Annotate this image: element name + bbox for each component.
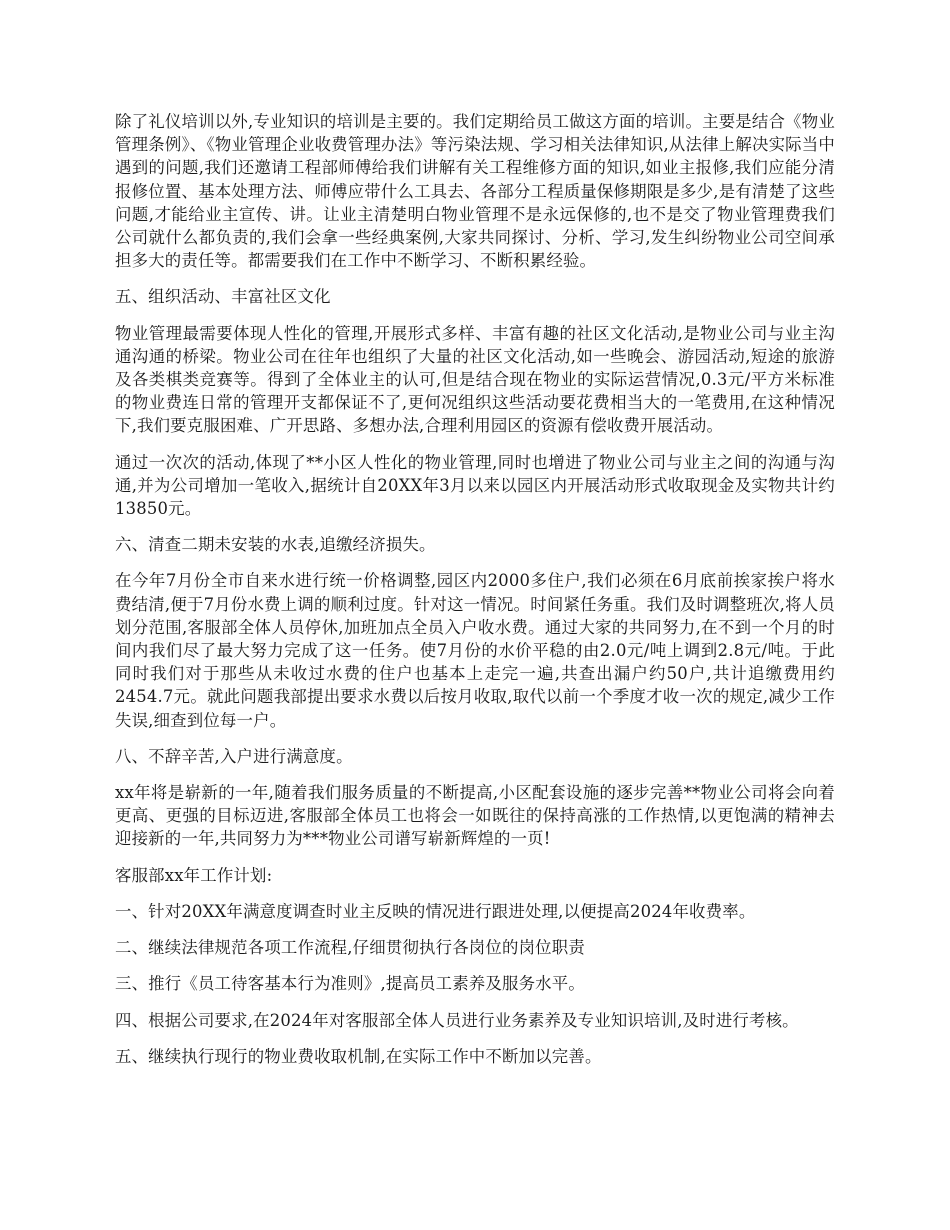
- paragraph-activities-result: 通过一次次的活动,体现了**小区人性化的物业管理,同时也增进了物业公司与业主之间的沟通与沟通,并为公司增加一笔收入,据统计自20XX年3月以来以园区内开展活动形式收取现金及实物共计约13850元。: [115, 452, 835, 519]
- plan-item-1: 一、针对20XX年满意度调查时业主反映的情况进行跟进处理,以便提高2024年收费率。: [115, 901, 756, 921]
- plan-item-5: 五、继续执行现行的物业费收取机制,在实际工作中不断加以完善。: [115, 1046, 602, 1066]
- paragraph-training: 除了礼仪培训以外,专业知识的培训是主要的。我们定期给员工做这方面的培训。主要是结合《物业管理条例》、《物业管理企业收费管理办法》等污染法规、学习相关法律知识,从法律上解决实际当中遇到的问题,我们还邀请工程部师傅给我们讲解有关工程维修方面的知识,如业主报修,我们应能分清报修位置、基本处理方法、师傅应带什么工具去、各部分工程质量保修期限是多少,是有清楚了这些问题,才能给业主宣传、讲。让业主清楚明白物业管理不是永远保修的,也不是交了物业管理费我们公司就什么都负责的,我们会拿一些经典案例,大家共同探讨、分析、学习,发生纠纷物业公司空间承担多大的责任等。都需要我们在工作中不断学习、不断积累经验。: [115, 112, 835, 271]
- heading-section-6: 六、清查二期未安装的水表,追缴经济损失。: [115, 535, 436, 555]
- paragraph-new-year: xx年将是崭新的一年,随着我们服务质量的不断提高,小区配套设施的逐步完善**物业公司将会向着更高、更强的目标迈进,客服部全体员工也将会一如既往的保持高涨的工作热情,以更饱满的精神去迎接新的一年,共同努力为***物业公司谱写崭新辉煌的一页!: [115, 783, 835, 849]
- heading-section-8: 八、不辞辛苦,入户进行满意度。: [115, 746, 353, 766]
- paragraph-water-fees: 在今年7月份全市自来水进行统一价格调整,园区内2000多住户,我们必须在6月底前挨家挨户将水费结清,便于7月份水费上调的顺利过度。针对这一情况。时间紧任务重。我们及时调整班次,将人员划分范围,客服部全体人员停休,加班加点全员入户收水费。通过大家的共同努力,在不到一个月的时间内我们尽了最大努力完成了这一任务。使7月份的水价平稳的由2.0元/吨上调到2.8元/吨。于此同时我们对于那些从未收过水费的住户也基本上走完一遍,共查出漏户约50户,共计追缴费用约2454.7元。就此问题我部提出要求水费以后按月收取,取代以前一个季度才收一次的规定,减少工作失误,细查到位每一户。: [115, 571, 835, 730]
- plan-item-4: 四、根据公司要求,在2024年对客服部全体人员进行业务素养及专业知识培训,及时进行考核。: [115, 1010, 799, 1030]
- plan-item-3: 三、推行《员工待客基本行为准则》,提高员工素养及服务水平。: [115, 974, 585, 994]
- paragraph-community-culture: 物业管理最需要体现人性化的管理,开展形式多样、丰富有趣的社区文化活动,是物业公司与业主沟通沟通的桥梁。物业公司在往年也组织了大量的社区文化活动,如一些晚会、游园活动,短途的旅游及各类棋类竞赛等。得到了全体业主的认可,但是结合现在物业的实际运营情况,0.3元/平方米标准的物业费连日常的管理开支都保证不了,更何况组织这些活动要花费相当大的一笔费用,在这种情况下,我们要克服困难、广开思路、多想办法,合理利用园区的资源有偿收费开展活动。: [115, 323, 835, 436]
- heading-work-plan: 客服部xx年工作计划:: [115, 865, 273, 885]
- heading-section-5: 五、组织活动、丰富社区文化: [115, 287, 331, 307]
- document-body: [115, 110, 835, 1081]
- plan-item-2: 二、继续法律规范各项工作流程,仔细贯彻执行各岗位的岗位职责: [115, 938, 585, 958]
